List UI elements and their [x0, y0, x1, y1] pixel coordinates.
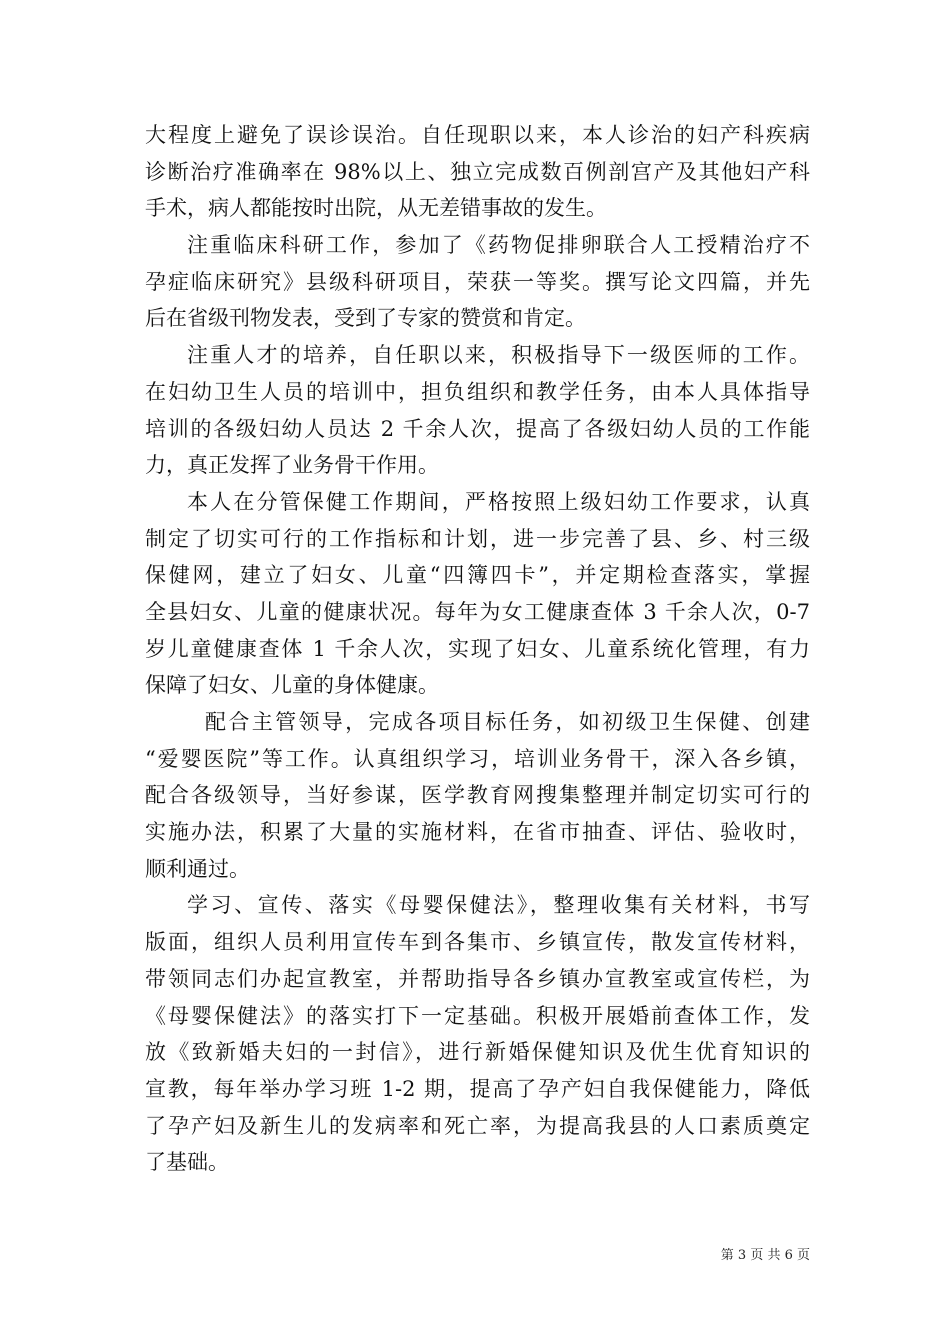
text-line: 了基础。	[145, 1150, 229, 1175]
text-line: 手术，病人都能按时出院，从无差错事故的发生。	[145, 196, 607, 221]
text-line: 制定了切实可行的工作指标和计划，进一步完善了县、乡、村三级	[145, 526, 810, 551]
page-number-footer: 第 3 页 共 6 页	[720, 1248, 810, 1263]
text-line: 版面，组织人员利用宣传车到各集市、乡镇宣传，散发宣传材料，	[145, 930, 810, 955]
text-line: 后在省级刊物发表，受到了专家的赞赏和肯定。	[145, 306, 586, 331]
text-line: 配合各级领导，当好参谋，医学教育网搜集整理并制定切实可行的	[145, 783, 810, 808]
text-line: 全县妇女、儿童的健康状况。每年为女工健康查体 3 千余人次，0-7	[145, 599, 810, 624]
text-line: 注重人才的培养，自任职以来，积极指导下一级医师的工作。	[187, 343, 810, 368]
text-line: 注重临床科研工作，参加了《药物促排卵联合人工授精治疗不	[187, 233, 810, 258]
document-body	[145, 117, 810, 1181]
text-line: 学习、宣传、落实《母婴保健法》，整理收集有关材料，书写	[187, 893, 810, 918]
text-line: 本人在分管保健工作期间，严格按照上级妇幼工作要求，认真	[187, 489, 810, 514]
text-line: 孕症临床研究》县级科研项目，荣获一等奖。撰写论文四篇，并先	[145, 269, 810, 294]
text-line: 诊断治疗准确率在 98%以上、独立完成数百例剖宫产及其他妇产科	[145, 159, 810, 184]
text-line: 顺利通过。	[145, 856, 250, 881]
text-line: 放《致新婚夫妇的一封信》，进行新婚保健知识及优生优育知识的	[145, 1040, 810, 1065]
text-line: 岁儿童健康查体 1 千余人次，实现了妇女、儿童系统化管理，有力	[145, 636, 810, 661]
text-line: 实施办法，积累了大量的实施材料，在省市抽查、评估、验收时，	[145, 820, 810, 845]
text-line: 《母婴保健法》的落实打下一定基础。积极开展婚前查体工作，发	[145, 1003, 810, 1028]
text-line: 在妇幼卫生人员的培训中，担负组织和教学任务，由本人具体指导	[145, 379, 810, 404]
text-line: 保障了妇女、儿童的身体健康。	[145, 673, 439, 698]
text-line: 配合主管领导，完成各项目标任务，如初级卫生保健、创建	[205, 710, 810, 734]
text-line: 大程度上避免了误诊误治。自任现职以来，本人诊治的妇产科疾病	[145, 123, 810, 147]
text-line: 了孕产妇及新生儿的发病率和死亡率，为提高我县的人口素质奠定	[145, 1113, 810, 1138]
text-line: 培训的各级妇幼人员达 2 千余人次，提高了各级妇幼人员的工作能	[145, 416, 810, 441]
text-line: 力，真正发挥了业务骨干作用。	[145, 453, 439, 478]
text-line: 带领同志们办起宣教室，并帮助指导各乡镇办宣教室或宣传栏，为	[145, 966, 810, 991]
text-line: 保健网，建立了妇女、儿童“四簿四卡”，并定期检查落实，掌握	[145, 563, 810, 588]
text-line: 宣教，每年举办学习班 1-2 期，提高了孕产妇自我保健能力，降低	[145, 1076, 810, 1101]
text-line: “爱婴医院”等工作。认真组织学习，培训业务骨干，深入各乡镇，	[145, 746, 810, 771]
